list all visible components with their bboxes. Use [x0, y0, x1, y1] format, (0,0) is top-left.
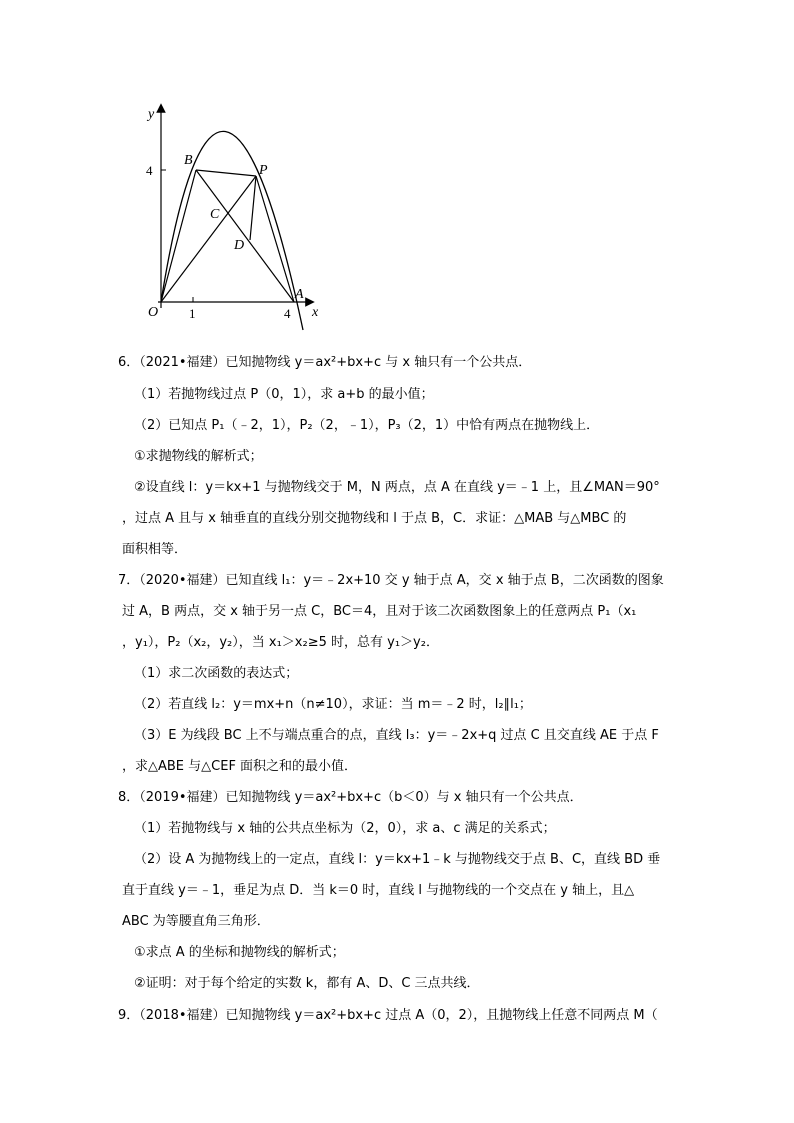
tick-y4-label: 4 [146, 163, 153, 178]
problem-7-part1: （1）求二次函数的表达式； [134, 666, 299, 681]
problem-6-part2-ii-cont: ，过点 A 且与 x 轴垂直的直线分别交抛物线和 l 于点 B，C．求证：△MAB 与△MBC 的 [122, 511, 627, 526]
problem-6-title: 6．（2021•福建）已知抛物线 y＝ax²+bx+c 与 x 轴只有一个公共点． [118, 355, 532, 370]
problem-6-part2-i: ①求抛物线的解析式； [134, 449, 263, 464]
problem-7-part3-end: ，求△ABE 与△CEF 面积之和的最小值． [122, 759, 358, 774]
segment-PA [256, 176, 294, 302]
segment-PD [250, 176, 256, 240]
problem-7-title-end: ，y₁），P₂（x₂，y₂），当 x₁＞x₂≥5 时，总有 y₁＞y₂． [122, 635, 439, 650]
tick-x4-label: 4 [284, 306, 291, 321]
problem-8-part2-ii: ②证明：对于每个给定的实数 k，都有 A、D、C 三点共线． [134, 976, 480, 991]
problem-7-title-cont: 过 A，B 两点，交 x 轴于另一点 C，BC＝4，且对于该二次函数图象上的任意两点 P₁（x₁ [122, 604, 637, 619]
parabola-curve [161, 131, 303, 330]
problem-7-part3: （3）E 为线段 BC 上不与端点重合的点，直线 l₃：y＝﹣2x+q 过点 C 且交直线 AE 于点 F [134, 728, 659, 743]
problem-6-part2-ii: ②设直线 l：y＝kx+1 与抛物线交于 M，N 两点，点 A 在直线 y＝﹣1 上，且∠MAN＝90° [134, 480, 660, 495]
problem-8-part2-cont: 直于直线 y＝﹣1，垂足为点 D．当 k＝0 时，直线 l 与抛物线的一个交点在 y 轴上，且△ [122, 883, 635, 898]
problem-8-part1: （1）若抛物线与 x 轴的公共点坐标为（2，0），求 a、c 满足的关系式； [134, 821, 556, 836]
problem-9-title: 9．（2018•福建）已知抛物线 y＝ax²+bx+c 过点 A（0，2），且抛物线上任意不同两点 M（ [118, 1008, 658, 1023]
point-A-label: A [295, 287, 304, 302]
axis-x-label: x [312, 305, 319, 320]
problem-7-title: 7．（2020•福建）已知直线 l₁：y＝﹣2x+10 交 y 轴于点 A，交 x 轴于点 B，二次函数的图象 [118, 573, 664, 588]
problem-6-part2-ii-end: 面积相等． [122, 542, 188, 557]
problem-8-part2-end: ABC 为等腰直角三角形． [122, 914, 270, 929]
axis-y-label: y [148, 107, 155, 122]
problem-8-title: 8．（2019•福建）已知抛物线 y＝ax²+bx+c（b＜0）与 x 轴只有一个公共点． [118, 790, 583, 805]
segment-BP [196, 170, 256, 176]
origin-label: O [148, 305, 159, 320]
point-C-label: C [210, 207, 220, 222]
geometry-diagram [138, 100, 338, 328]
problem-8-part2: （2）设 A 为抛物线上的一定点，直线 l：y＝kx+1﹣k 与抛物线交于点 B、C，直线 BD 垂 [134, 852, 661, 867]
problem-6-part1: （1）若抛物线过点 P（0，1），求 a+b 的最小值； [134, 387, 434, 402]
problem-8-part2-i: ①求点 A 的坐标和抛物线的解析式； [134, 945, 345, 960]
parabola-figure [138, 100, 338, 328]
point-B-label: B [184, 153, 193, 168]
point-P-label: P [259, 163, 268, 178]
tick-x1-label: 1 [189, 306, 196, 321]
problem-7-part2: （2）若直线 l₂：y＝mx+n（n≠10），求证：当 m＝﹣2 时，l₂∥l₁； [134, 697, 532, 712]
problem-6-part2: （2）已知点 P₁（﹣2，1），P₂（2，﹣1），P₃（2，1）中恰有两点在抛物线上． [134, 418, 600, 433]
segment-OB [161, 170, 196, 302]
point-D-label: D [234, 238, 245, 253]
